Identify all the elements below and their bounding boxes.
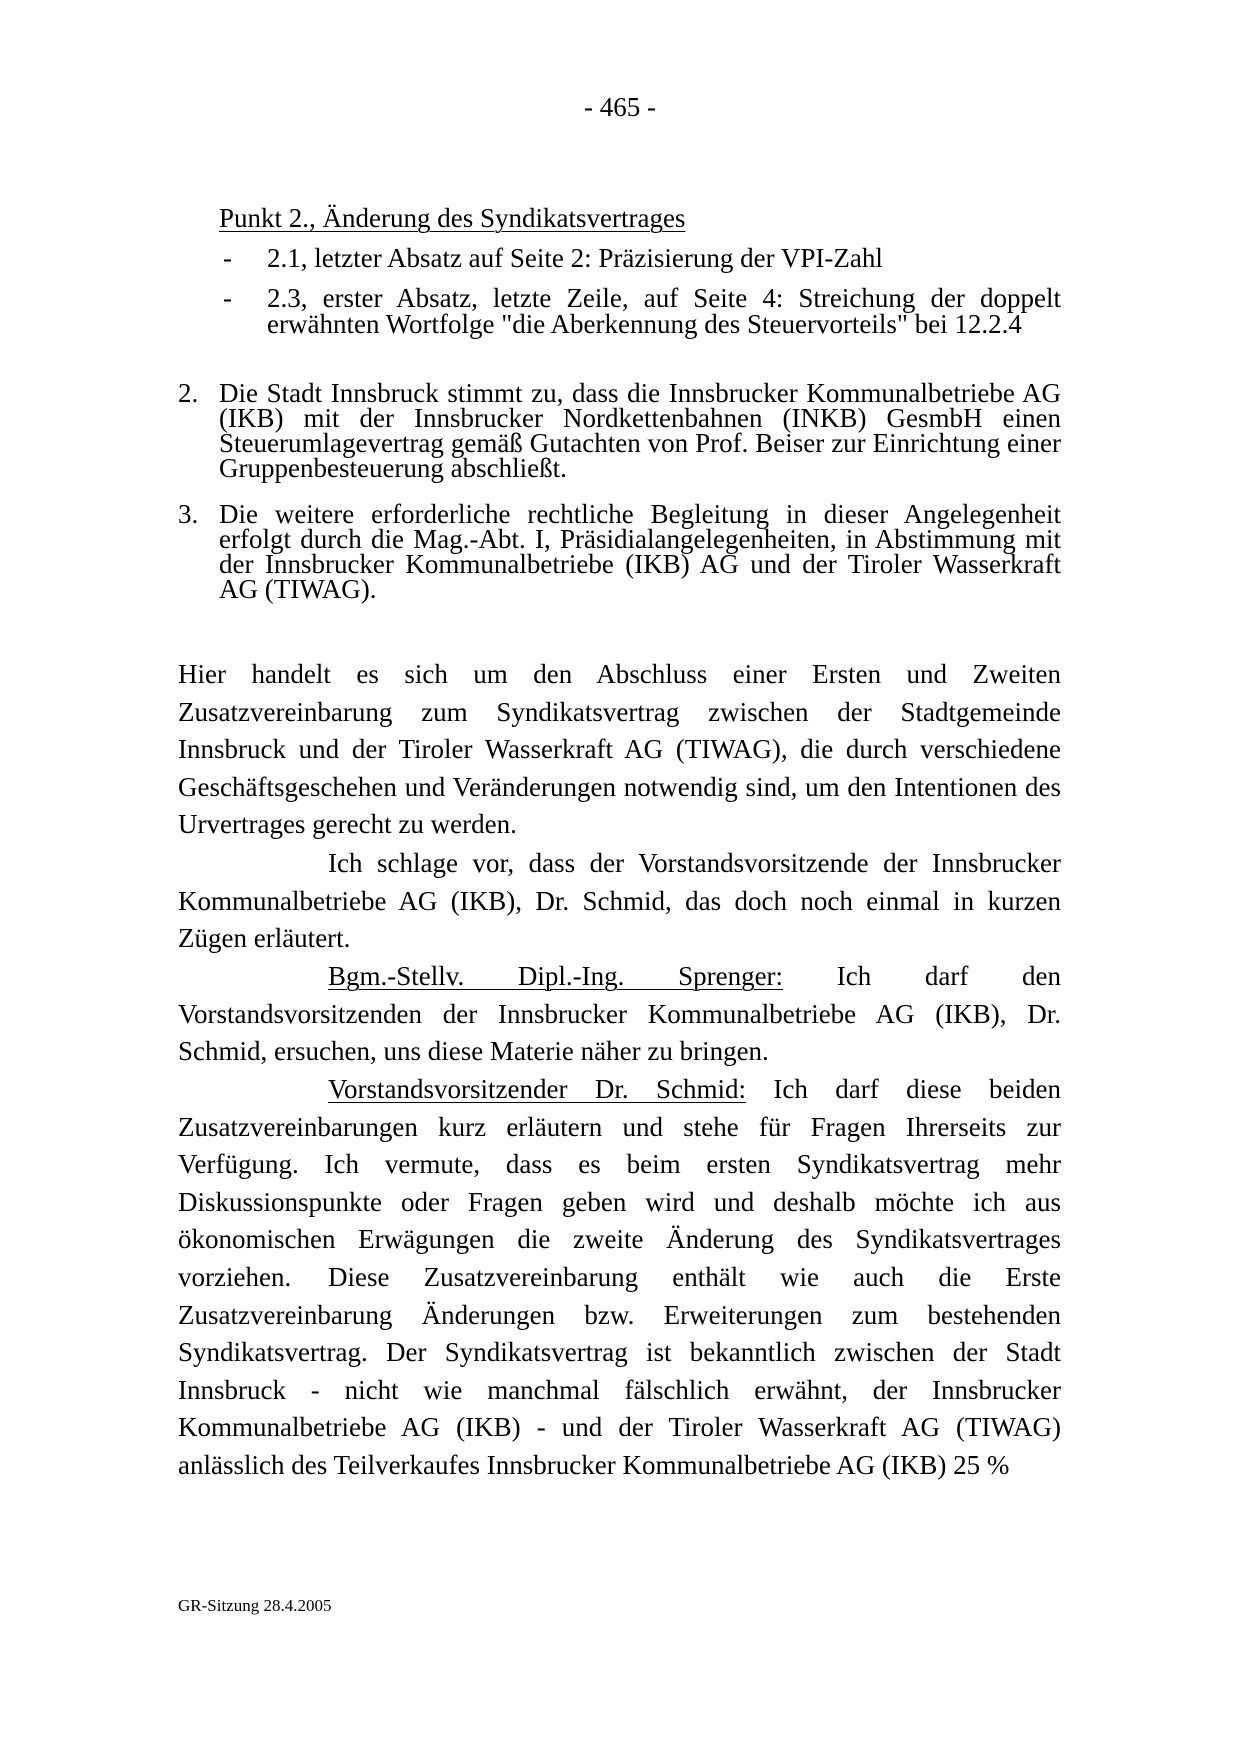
body-paragraph: Hier handelt es sich um den Abschluss einer Ersten und Zweiten Zusatzvereinbarung zum Syndikatsvertrag zwischen der Stadtgemeinde Innsbruck und der Tiroler Wasserkraft AG (TIWAG), die durch verschiedene Geschäftsgeschehen und Veränderungen notwendig sind, um den Intentionen des Urvertrages gerecht zu werden. — [178, 659, 1061, 839]
numbered-item-text: Die weitere erforderliche rechtliche Begleitung in dieser Angelegenheit erfolgt durch die Mag.-Abt. I, Präsidialangelegenheiten, in Abstimmung mit der Innsbrucker Kommunalbetriebe (IKB) AG und der Tiroler Wasserkraft AG (TIWAG). — [219, 499, 1061, 604]
list-item-text: 2.1, letzter Absatz auf Seite 2: Präzisierung der VPI-Zahl — [267, 243, 883, 273]
speaker-text: Ich darf diese beiden Zusatzvereinbarungen kurz erläutern und stehe für Fragen Ihrerseits zur Verfügung. Ich vermute, dass es beim ersten Syndikatsvertrag mehr Diskussionspunkte oder Fragen geben wird und deshalb möchte ich aus ökonomischen Erwägungen die zweite Änderung des Syndikatsvertrages vorziehen. — [178, 1074, 1061, 1292]
item-number: 2. — [178, 378, 199, 408]
section-heading: Punkt 2., Änderung des Syndikatsvertrages — [219, 203, 686, 233]
item-number: 3. — [178, 499, 199, 529]
numbered-item-text: Die Stadt Innsbruck stimmt zu, dass die Innsbrucker Kommunalbetriebe AG (IKB) mit der Innsbrucker Nordkettenbahnen (INKB) GesmbH einen Steuerumlagevertrag gemäß Gutachten von Prof. Beiser zur Einrichtung einer Gruppenbesteuerung abschließt. — [219, 378, 1061, 483]
page-number: - 465 - — [584, 92, 656, 122]
speaker-text: Ich darf den Vorstandsvorsitzenden der Innsbrucker Kommunalbetriebe AG (IKB), Dr. Schmid, ersuchen, uns diese Materie näher zu bringen. — [178, 961, 1061, 1066]
speaker-paragraph — [178, 958, 1061, 1071]
body-paragraph: Diese Zusatzvereinbarung enthält wie auch die Erste Zusatzvereinbarung Änderungen bzw. Erweiterungen zum bestehenden Syndikatsvertrag. Der Syndikatsvertrag ist bekanntlich zwischen der Stadt Innsbruck - nicht wie manchmal fälschlich erwähnt, der Innsbrucker Kommunalbetriebe AG (IKB) - und der Tiroler Wasserkraft AG (TIWAG) anlässlich des Teilverkaufes Innsbrucker Kommunalbetriebe AG (IKB) 25 % — [178, 1262, 1061, 1480]
list-dash: - — [223, 283, 232, 313]
body-paragraph: Ich schlage vor, dass der Vorstandsvorsitzende der Innsbrucker Kommunalbetriebe AG (IKB), Dr. Schmid, das doch noch einmal in kurzen Zügen erläutert. — [178, 848, 1061, 953]
speaker-name: Bgm.-Stellv. Dipl.-Ing. Sprenger: — [328, 961, 784, 991]
list-item-text: 2.3, erster Absatz, letzte Zeile, auf Seite 4: Streichung der doppelt erwähnten Wortfolge "die Aberkennung des Steuervorteils" bei 12.2.4 — [267, 283, 1061, 339]
speaker-name: Vorstandsvorsitzender Dr. Schmid: — [328, 1074, 747, 1104]
list-dash: - — [223, 243, 232, 273]
footer: GR-Sitzung 28.4.2005 — [178, 1596, 332, 1615]
